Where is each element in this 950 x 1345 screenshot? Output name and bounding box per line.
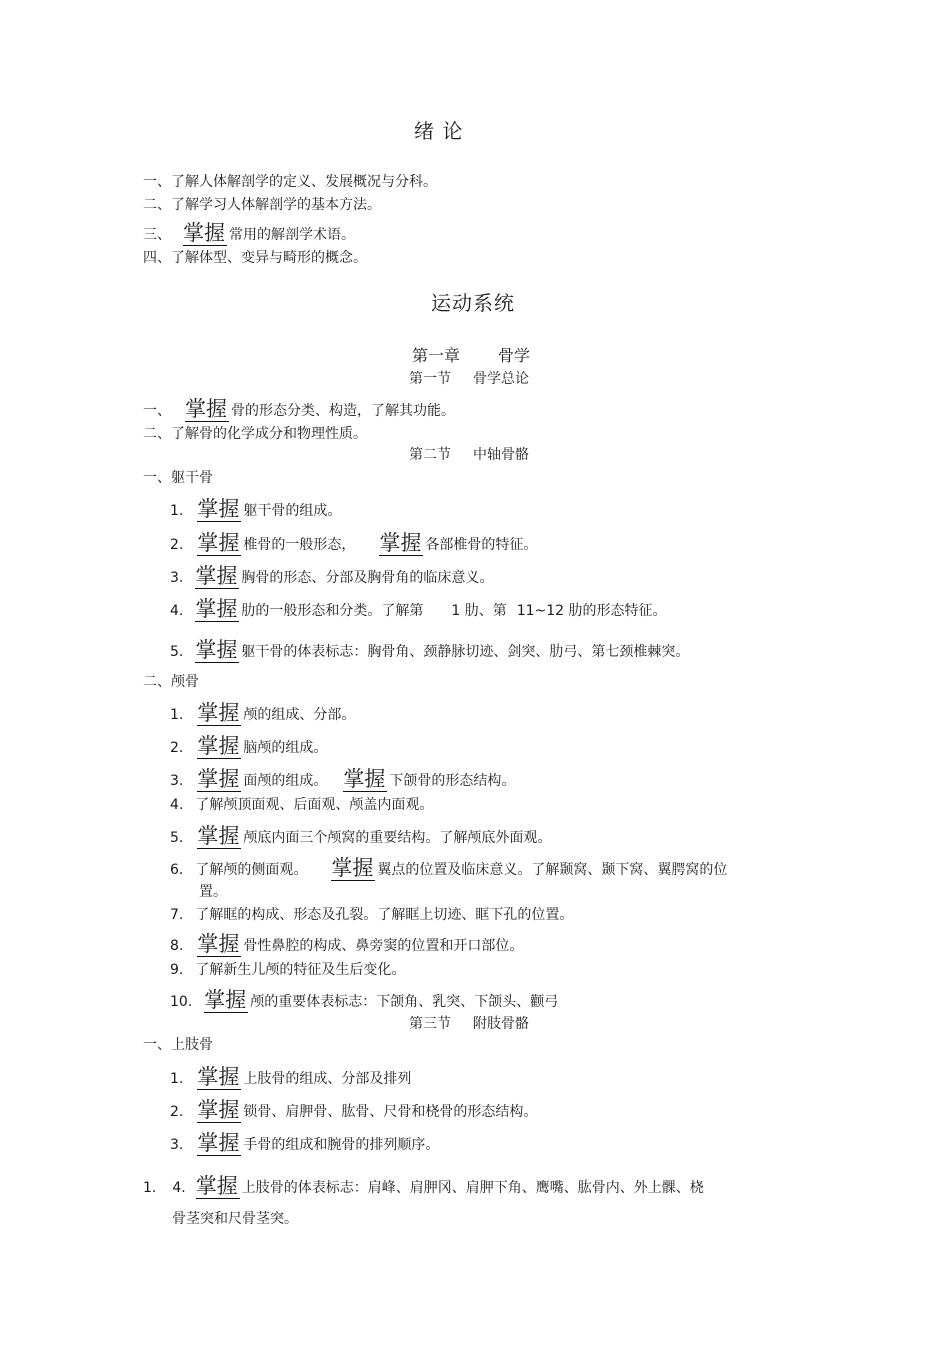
skull-item-9-text: 了解新生儿颅的特征及生后变化。: [195, 962, 406, 978]
item-number: 2.: [170, 740, 184, 756]
chapter-number: 第一章: [412, 346, 461, 365]
master-keyword: 掌握: [379, 531, 422, 555]
master-keyword: 掌握: [183, 221, 225, 245]
item-number: 7.: [170, 907, 184, 923]
sec1-item-1: [143, 397, 455, 422]
skull-item-6-text-a: 了解颅的侧面观。: [195, 862, 308, 878]
master-keyword: 掌握: [195, 1174, 238, 1198]
trunk-item-3-text: 胸骨的形态、分部及胸骨角的临床意义。: [241, 570, 494, 586]
upper-item-4-continuation: 骨茎突和尺骨茎突。: [172, 1211, 298, 1227]
section-2-title: [409, 446, 529, 464]
master-keyword: 掌握: [197, 531, 240, 555]
skull-item-8-text: 骨性鼻腔的构成、鼻旁窦的位置和开口部位。: [243, 938, 524, 954]
master-keyword: 掌握: [195, 564, 238, 588]
chapter-title: [412, 346, 530, 366]
chapter-name: 骨学: [498, 346, 531, 365]
item-number: 2.: [170, 537, 184, 553]
intro-item-2: 二、了解学习人体解剖学的基本方法。: [143, 197, 381, 213]
master-keyword: 掌握: [343, 767, 386, 791]
skull-item-10: [170, 988, 558, 1013]
sec1-item-1-prefix: 一、: [143, 403, 171, 419]
item-number: 5.: [170, 830, 184, 846]
skull-item-3-text-a: 面颅的组成。: [243, 773, 328, 789]
upper-item-1: [170, 1065, 411, 1090]
item-number: 6.: [170, 862, 184, 878]
trunk-item-4-text-c: 11~12 肋的形态特征。: [516, 603, 667, 619]
trunk-heading: 一、躯干骨: [143, 470, 213, 486]
section-3-title: [409, 1015, 529, 1033]
trunk-item-5: [170, 638, 689, 663]
section-3-number: 第三节: [409, 1016, 451, 1032]
item-number: 4.: [172, 1180, 186, 1196]
skull-item-7-text: 了解眶的构成、形态及孔裂。了解眶上切迹、眶下孔的位置。: [195, 907, 574, 923]
skull-item-6: [170, 856, 727, 881]
trunk-item-2-text-a: 椎骨的一般形态，: [243, 537, 356, 553]
sec1-item-2: 二、了解骨的化学成分和物理性质。: [143, 426, 367, 442]
upper-item-2: [170, 1098, 537, 1123]
master-keyword: 掌握: [195, 638, 238, 662]
intro-item-1: 一、了解人体解剖学的定义、发展概况与分科。: [143, 174, 437, 190]
trunk-item-2: [170, 531, 537, 556]
skull-item-6-text-b: 翼点的位置及临床意义。了解颞窝、颞下窝、翼腭窝的位: [377, 862, 728, 878]
skull-item-9: [170, 961, 405, 979]
upper-heading: 一、上肢骨: [143, 1037, 213, 1053]
upper-item-3: [170, 1131, 439, 1156]
upper-item-4: [143, 1174, 704, 1199]
upper-item-4-text: 上肢骨的体表标志：肩峰、肩胛冈、肩胛下角、鹰嘴、肱骨内、外上髁、桡: [241, 1180, 704, 1196]
section-3-name: 附肢骨骼: [473, 1016, 529, 1032]
intro-item-3: [143, 221, 355, 246]
skull-item-8: [170, 932, 523, 957]
item-number: 4.: [170, 603, 184, 619]
trunk-item-2-text-b: 各部椎骨的特征。: [425, 537, 538, 553]
outer-number: 1.: [143, 1180, 157, 1196]
upper-item-2-text: 锁骨、肩胛骨、肱骨、尺骨和桡骨的形态结构。: [243, 1104, 538, 1120]
skull-item-7: [170, 906, 573, 924]
master-keyword: 掌握: [197, 1065, 240, 1089]
trunk-item-4-text-a: 肋的一般形态和分类。了解第: [241, 603, 424, 619]
item-number: 1.: [170, 503, 184, 519]
skull-item-3-text-b: 下颌骨的形态结构。: [389, 773, 516, 789]
item-number: 5.: [170, 644, 184, 660]
skull-item-1-text: 颅的组成、分部。: [243, 707, 356, 723]
skull-item-1: [170, 701, 355, 726]
item-number: 3.: [170, 570, 184, 586]
skull-item-10-text: 颅的重要体表标志：下颌角、乳突、下颌头、颧弓: [250, 994, 559, 1010]
master-keyword: 掌握: [197, 497, 240, 521]
master-keyword: 掌握: [197, 734, 240, 758]
intro-item-4: 四、了解体型、变异与畸形的概念。: [143, 250, 367, 266]
skull-item-5-text: 颅底内面三个颅窝的重要结构。了解颅底外面观。: [243, 830, 552, 846]
intro-item-3-prefix: 三、: [143, 227, 171, 243]
section-1-title: [409, 370, 529, 388]
title-intro: 绪 论: [414, 119, 464, 143]
section-1-name: 骨学总论: [473, 371, 529, 387]
skull-item-3: [170, 767, 515, 792]
skull-item-2: [170, 734, 327, 759]
skull-item-6-continuation: 置。: [199, 884, 227, 900]
item-number: 3.: [170, 1137, 184, 1153]
skull-item-2-text: 脑颅的组成。: [243, 740, 328, 756]
intro-item-3-text: 常用的解剖学术语。: [229, 227, 355, 243]
item-number: 3.: [170, 773, 184, 789]
trunk-item-4-text-b: 1 肋、第: [451, 603, 507, 619]
trunk-item-1: [170, 497, 341, 522]
item-number: 2.: [170, 1104, 184, 1120]
item-number: 4.: [170, 797, 184, 813]
trunk-item-1-text: 躯干骨的组成。: [243, 503, 342, 519]
section-2-number: 第二节: [409, 447, 451, 463]
master-keyword: 掌握: [204, 988, 247, 1012]
section-1-number: 第一节: [409, 371, 451, 387]
item-number: 9.: [170, 962, 184, 978]
skull-item-4: [170, 796, 433, 814]
item-number: 10.: [170, 994, 193, 1010]
skull-heading: 二、颅骨: [143, 674, 199, 690]
master-keyword: 掌握: [331, 856, 374, 880]
trunk-item-5-text: 躯干骨的体表标志：胸骨角、颈静脉切迹、剑突、肋弓、第七颈椎棘突。: [241, 644, 690, 660]
master-keyword: 掌握: [197, 932, 240, 956]
skull-item-4-text: 了解颅顶面观、后面观、颅盖内面观。: [195, 797, 434, 813]
item-number: 1.: [170, 707, 184, 723]
trunk-item-4: [170, 597, 667, 622]
master-keyword: 掌握: [197, 701, 240, 725]
master-keyword: 掌握: [197, 824, 240, 848]
trunk-item-3: [170, 564, 493, 589]
master-keyword: 掌握: [197, 1098, 240, 1122]
section-2-name: 中轴骨骼: [473, 447, 529, 463]
sec1-item-1-text: 骨的形态分类、构造，了解其功能。: [231, 403, 455, 419]
upper-item-1-text: 上肢骨的组成、分部及排列: [243, 1071, 412, 1087]
upper-item-3-text: 手骨的组成和腕骨的排列顺序。: [243, 1137, 440, 1153]
master-keyword: 掌握: [185, 397, 227, 421]
master-keyword: 掌握: [195, 597, 238, 621]
skull-item-5: [170, 824, 551, 849]
master-keyword: 掌握: [197, 767, 240, 791]
master-keyword: 掌握: [197, 1131, 240, 1155]
item-number: 1.: [170, 1071, 184, 1087]
item-number: 8.: [170, 938, 184, 954]
title-system: 运动系统: [431, 291, 515, 315]
